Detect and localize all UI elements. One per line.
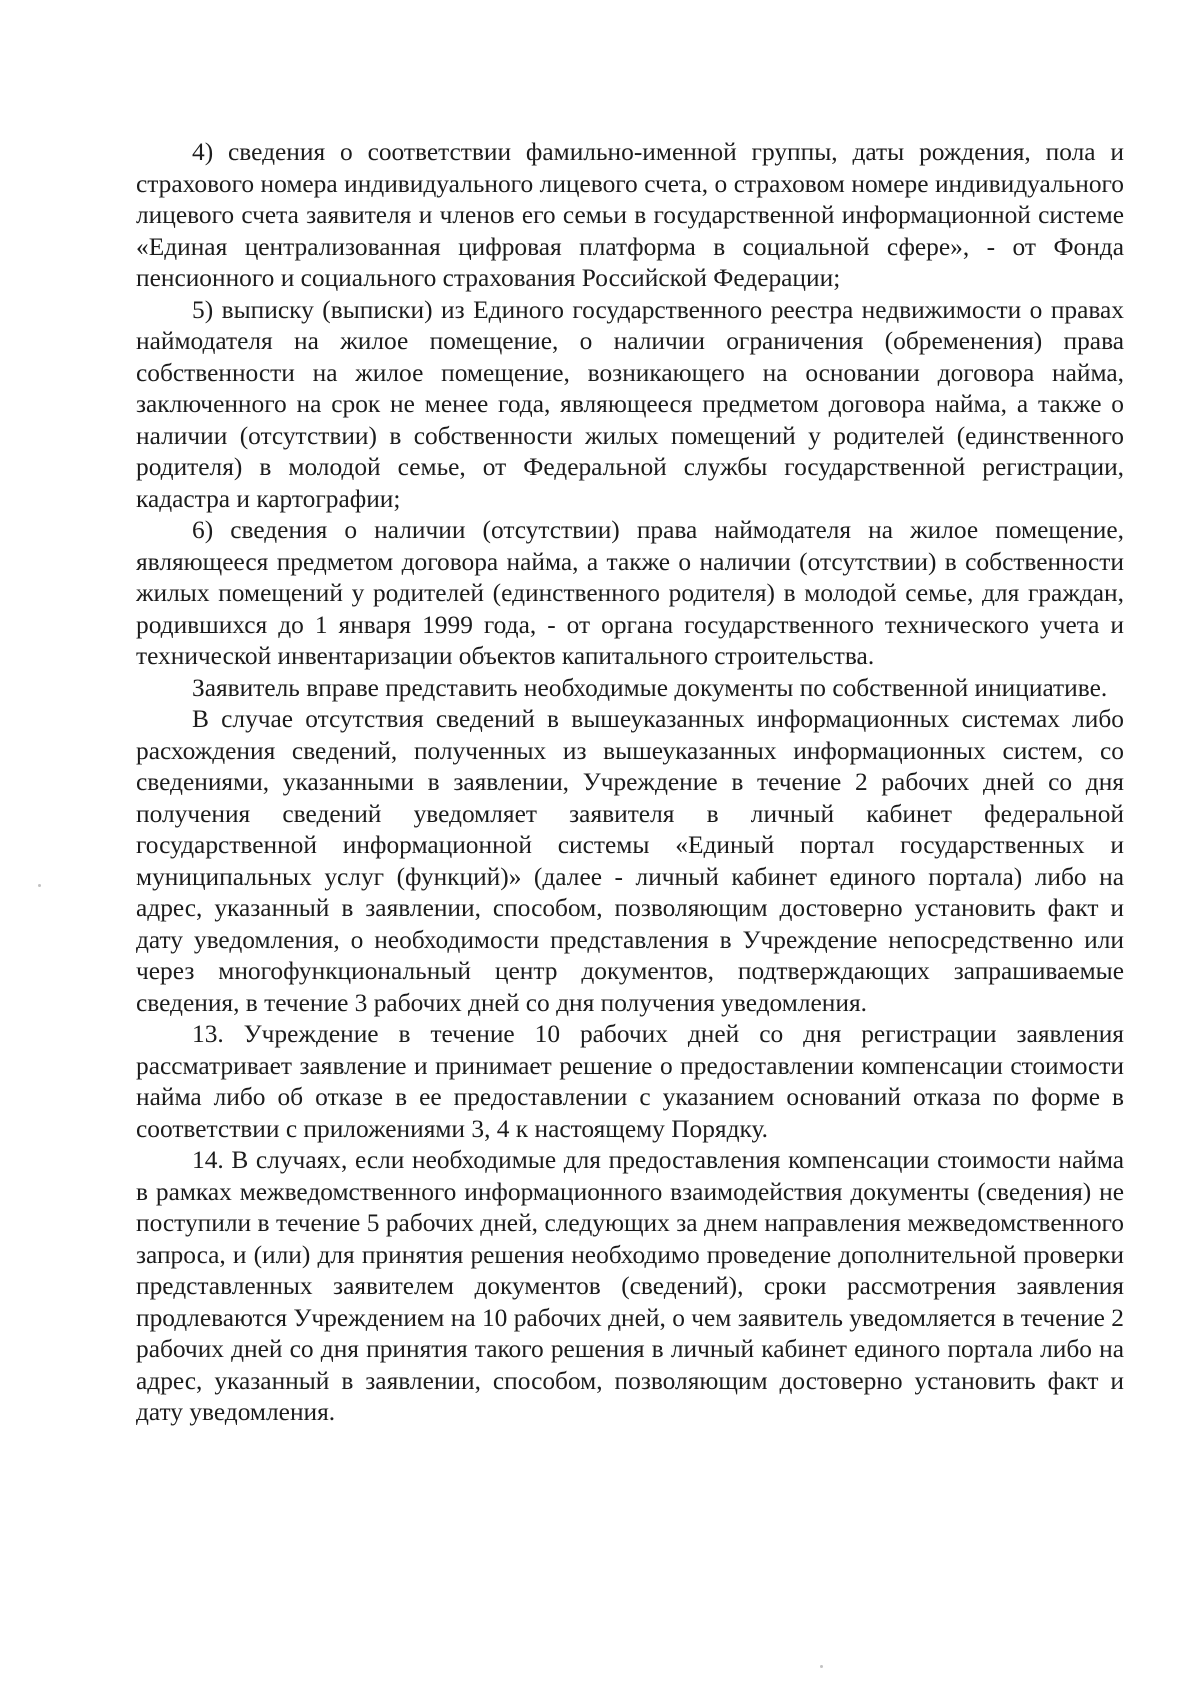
paragraph-missing-info: В случае отсутствия сведений в вышеуказанных информационных системах либо расхождения сведений, полученных из вышеуказанных информационных систем, со сведениями, указанными в заявлении, Учреждение в течение 2 рабочих дней со дня получения сведений уведомляет заявителя в личный кабинет федеральной государственной информационной системы «Единый портал государственных и муниципальных услуг (функций)» (далее - личный кабинет единого портала) либо на адрес, указанный в заявлении, способом, позволяющим достоверно установить факт и дату уведомления, о необходимости представления в Учреждение непосредственно или через многофункциональный центр документов, подтверждающих запрашиваемые сведения, в течение 3 рабочих дней со дня получения уведомления. xyxy=(136,705,1124,1017)
paragraph-clause-14: 14. В случаях, если необходимые для предоставления компенсации стоимости найма в рамках межведомственного информационного взаимодействия документы (сведения) не поступили в течение 5 рабочих дней, следующих за днем направления межведомственного запроса, и (или) для принятия решения необходимо проведение дополнительной проверки представленных заявителем документов (сведений), сроки рассмотрения заявления продлеваются Учреждением на 10 рабочих дней, о чем заявитель уведомляется в течение 2 рабочих дней со дня принятия такого решения в личный кабинет единого портала либо на адрес, указанный в заявлении, способом, позволяющим достоверно установить факт и дату уведомления. xyxy=(136,1146,1124,1426)
scan-speck xyxy=(38,884,41,887)
document-page xyxy=(136,137,1124,1429)
paragraph-item-6: 6) сведения о наличии (отсутствии) права наймодателя на жилое помещение, являющееся предметом договора найма, а также о наличии (отсутствии) в собственности жилых помещений у родителей (единственного родителя) в молодой семье, для граждан, родившихся до 1 января 1999 года, - от органа государственного технического учета и технической инвентаризации объектов капитального строительства. xyxy=(136,516,1124,670)
scan-speck xyxy=(820,1665,823,1668)
paragraph-item-4: 4) сведения о соответствии фамильно-именной группы, даты рождения, пола и страхового номера индивидуального лицевого счета, о страховом номере индивидуального лицевого счета заявителя и членов его семьи в государственной информационной системе «Единая централизованная цифровая платформа в социальной сфере», - от Фонда пенсионного и социального страхования Российской Федерации; xyxy=(136,138,1124,292)
paragraph-item-5: 5) выписку (выписки) из Единого государственного реестра недвижимости о правах наймодателя на жилое помещение, о наличии ограничения (обременения) права собственности на жилое помещение, возникающего на основании договора найма, заключенного на срок не менее года, являющееся предметом договора найма, а также о наличии (отсутствии) в собственности жилых помещений у родителей (единственного родителя) в молодой семье, от Федеральной службы государственной регистрации, кадастра и картографии; xyxy=(136,295,1124,513)
paragraph-clause-13: 13. Учреждение в течение 10 рабочих дней со дня регистрации заявления рассматривает заявление и принимает решение о предоставлении компенсации стоимости найма либо об отказе в ее предоставлении с указанием оснований отказа по форме в соответствии с приложениями 3, 4 к настоящему Порядку. xyxy=(136,1020,1124,1143)
paragraph-applicant-right: Заявитель вправе представить необходимые документы по собственной инициативе. xyxy=(192,673,1108,702)
